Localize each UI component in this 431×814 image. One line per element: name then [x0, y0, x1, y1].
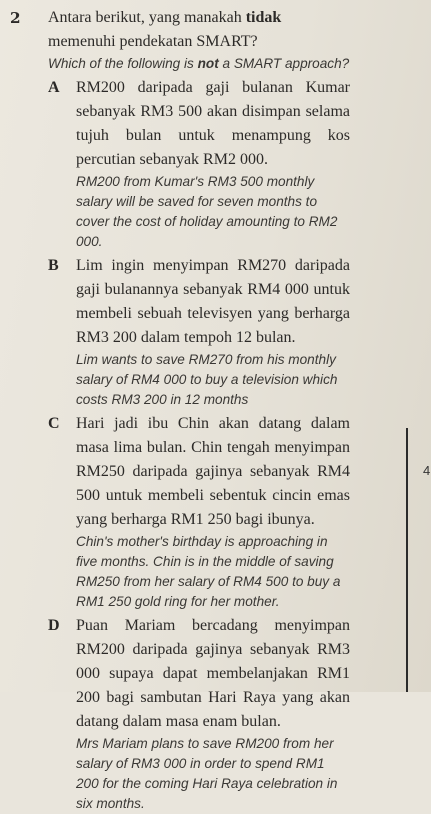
- emphasis-not: not: [197, 56, 219, 71]
- margin-mark: 4: [423, 463, 431, 478]
- option-text-ms: Hari jadi ibu Chin akan datang dalam masa lima bulan. Chin tengah menyimpan RM250 daripada gajinya sebanyak RM4 500 untuk membeli sebentuk cincin emas yang berharga RM1 250 bagi ibunya.: [76, 415, 350, 528]
- question-2: [10, 6, 350, 814]
- option-text-ms: Puan Mariam bercadang menyimpan RM200 daripada gajinya sebanyak RM3 000 supaya dapat membelanjakan RM1 200 bagi sambutan Hari Raya yang akan datang dalam masa enam bulan.: [76, 617, 350, 730]
- option-a[interactable]: [10, 76, 350, 252]
- page-margin-line: [406, 428, 408, 692]
- option-body: [76, 76, 350, 252]
- option-text-en: Chin's mother's birthday is approaching in five months. Chin is in the middle of saving RM250 from her salary of RM4 500 to buy a RM1 250 gold ring for her mother.: [76, 534, 341, 609]
- question-text-ms: Antara berikut, yang manakah tidak memenuhi pendekatan SMART?: [48, 9, 282, 50]
- option-body: [76, 254, 350, 410]
- option-d[interactable]: [10, 614, 350, 814]
- question-number: 2: [10, 9, 21, 27]
- option-letter: B: [48, 257, 59, 274]
- option-letter: D: [48, 617, 60, 634]
- option-text-ms: Lim ingin menyimpan RM270 daripada gaji bulanannya sebanyak RM4 000 untuk membeli sebuah televisyen yang berharga RM3 200 dalam tempoh 12 bulan.: [76, 257, 350, 346]
- emphasis-tidak: tidak: [245, 9, 282, 26]
- question-text-en: Which of the following is not a SMART approach?: [48, 56, 350, 71]
- option-text-en: Lim wants to save RM270 from his monthly salary of RM4 000 to buy a television which costs RM3 200 in 12 months: [76, 352, 338, 407]
- option-c[interactable]: [10, 412, 350, 612]
- option-letter: C: [48, 415, 60, 432]
- option-text-ms: RM200 daripada gaji bulanan Kumar sebanyak RM3 500 akan disimpan selama tujuh bulan untuk menampung kos percutian sebanyak RM2 000.: [76, 79, 350, 168]
- option-b[interactable]: [10, 254, 350, 410]
- option-letter: A: [48, 79, 60, 96]
- option-body: [76, 412, 350, 612]
- option-text-en: Mrs Mariam plans to save RM200 from her salary of RM3 000 in order to spend RM1 200 for the coming Hari Raya celebration in six months.: [76, 736, 338, 811]
- option-body: [76, 614, 350, 814]
- question-header: [10, 6, 350, 54]
- option-text-en: RM200 from Kumar's RM3 500 monthly salary will be saved for seven months to cover the cost of holiday amounting to RM2 000.: [76, 174, 338, 249]
